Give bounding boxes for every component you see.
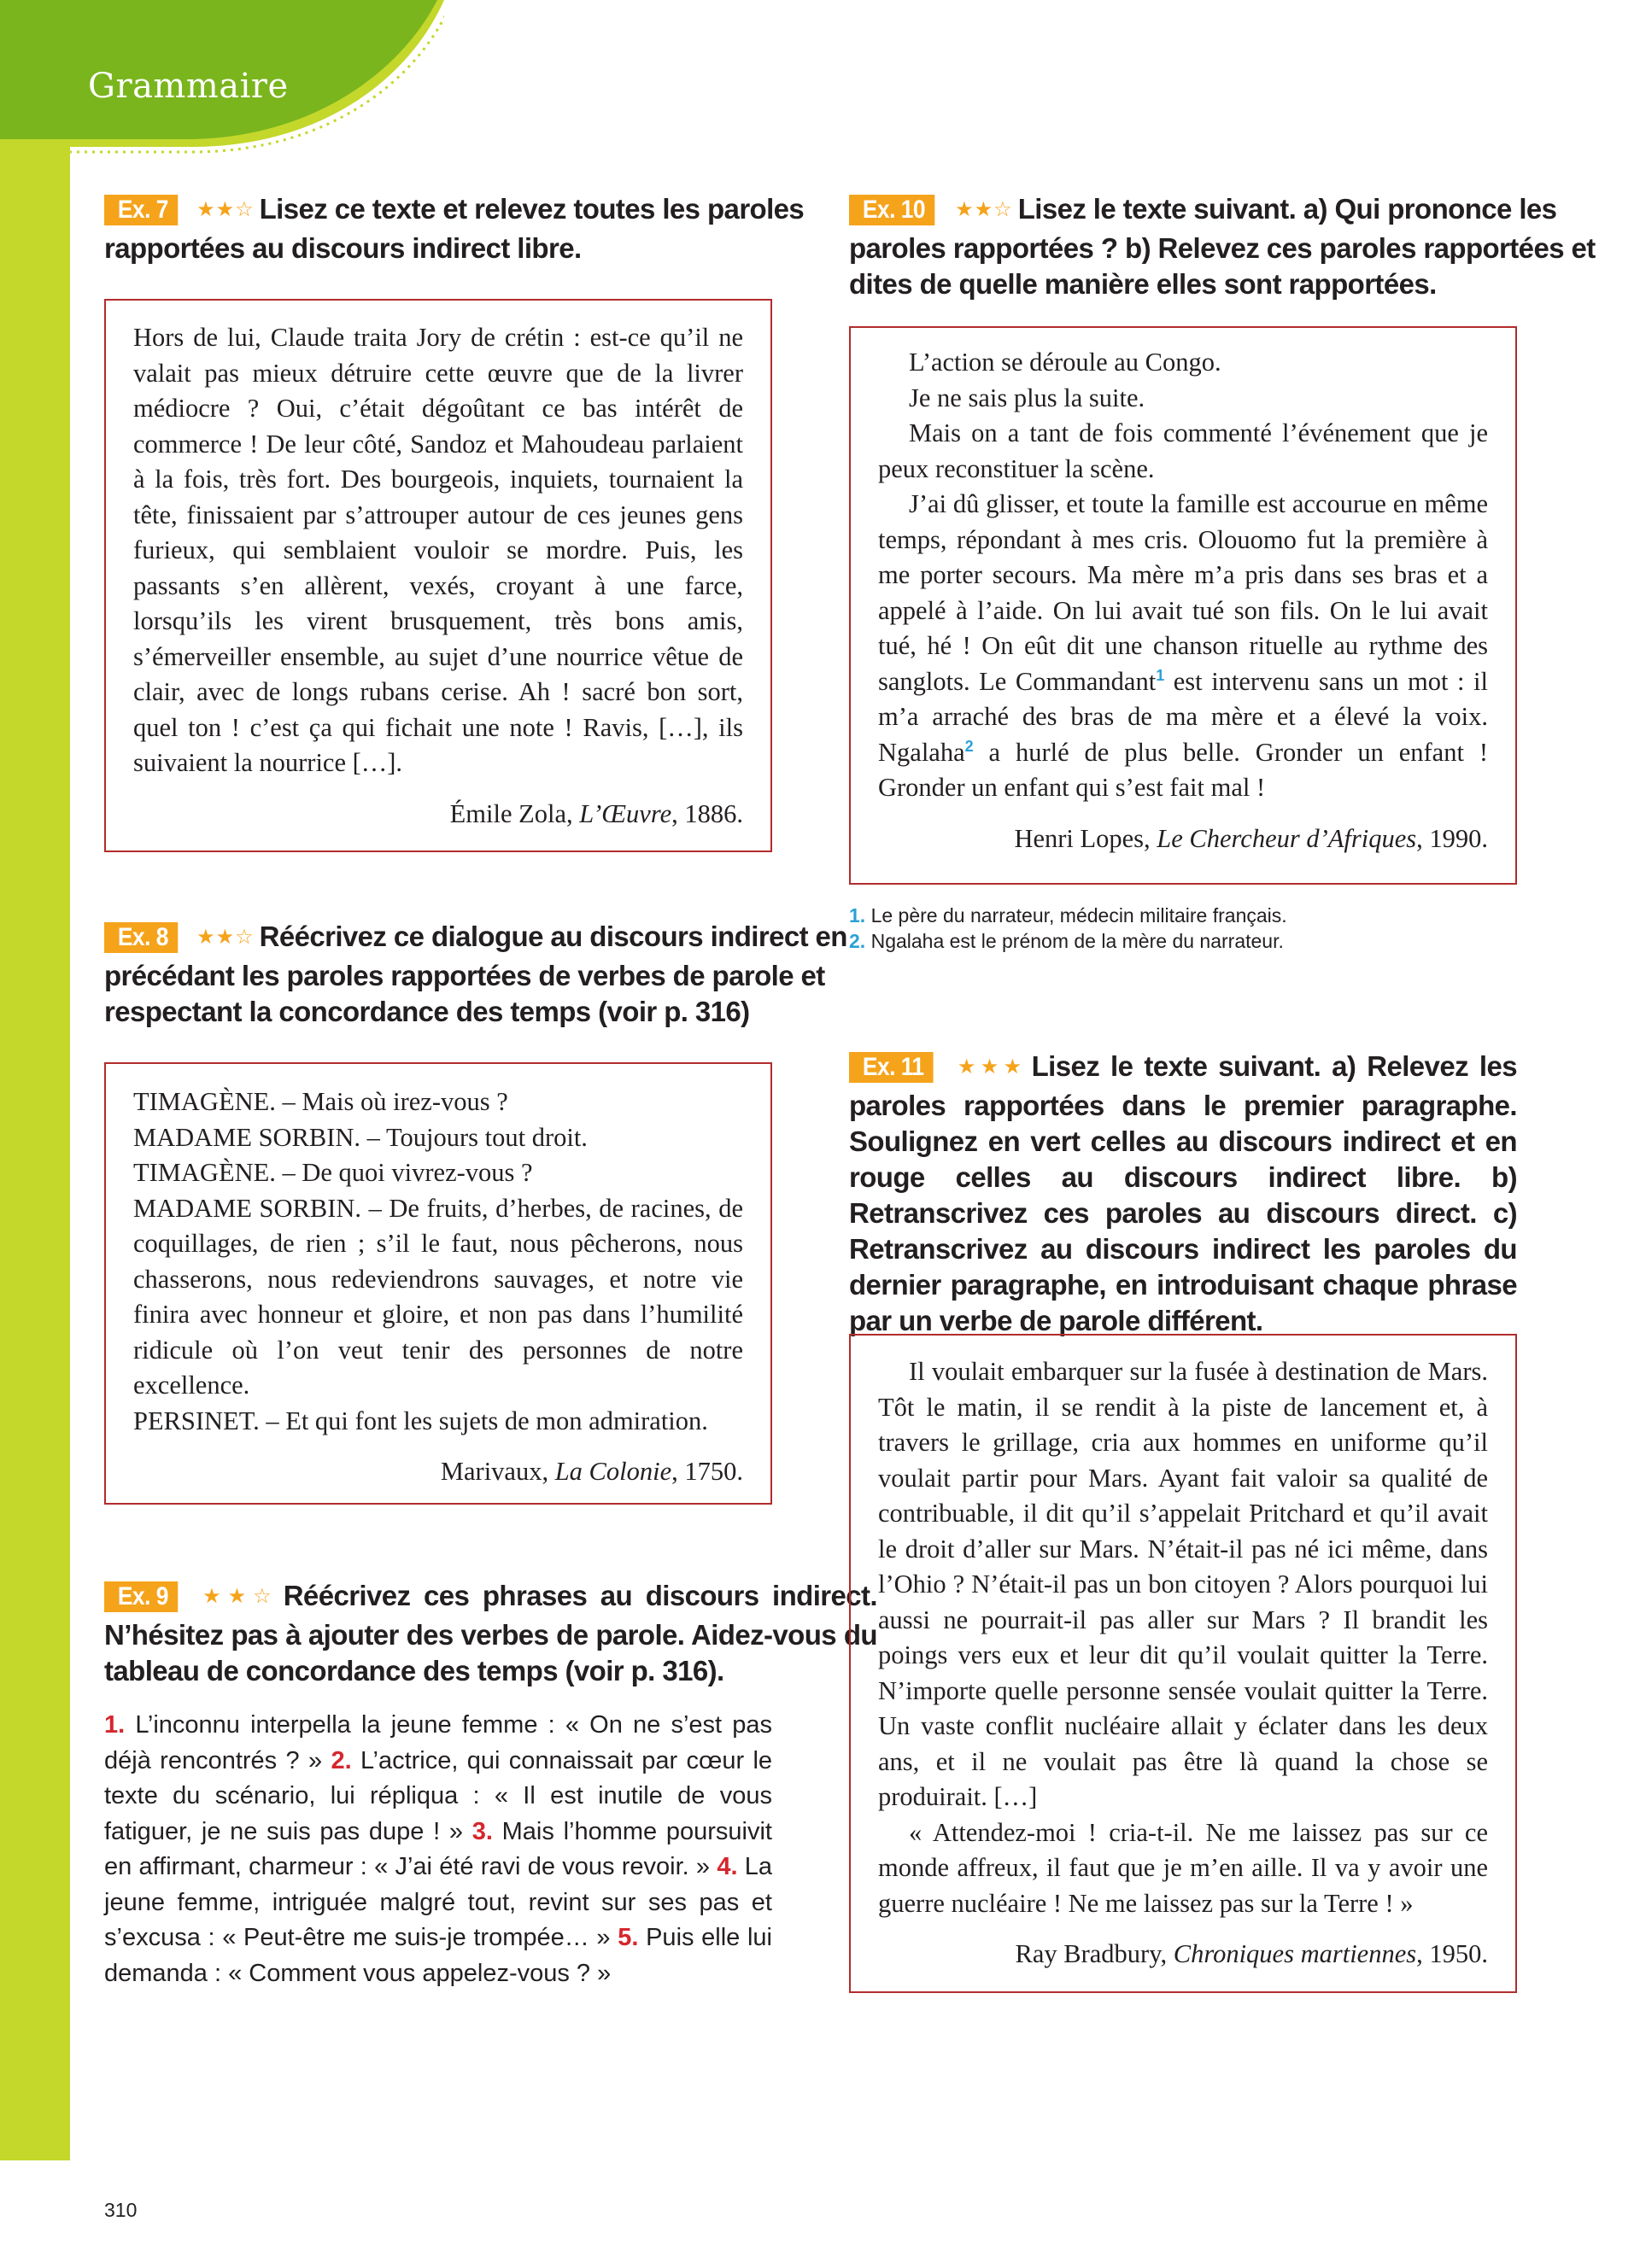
- ex7-text-box: [104, 299, 772, 852]
- exercise-badge: Ex. 8: [104, 922, 178, 953]
- dialogue-line: TIMAGÈNE. – Mais où irez-vous ?: [133, 1087, 508, 1116]
- source-author: Ray Bradbury,: [1015, 1939, 1168, 1968]
- item-number: 4.: [717, 1853, 738, 1880]
- paragraph: Je ne sais plus la suite.: [909, 383, 1145, 412]
- source-year: , 1886.: [671, 798, 743, 828]
- exercise-instruction: Réécrivez ce dialogue au discours indirect en précédant les paroles rapportées de verbes de parole et respectant la concordance des temps (voir p. 316): [104, 921, 847, 1027]
- ex10-text-box: [849, 326, 1517, 885]
- source-title: Chroniques martiennes: [1173, 1939, 1417, 1968]
- ex8-text-box: [104, 1062, 772, 1505]
- item-number: 2.: [331, 1746, 352, 1774]
- section-title: Grammaire: [88, 67, 289, 106]
- footnote-marker: 2: [964, 737, 974, 755]
- ex10-source: [878, 821, 1488, 857]
- item-number: 1.: [104, 1711, 126, 1739]
- source-author: Émile Zola,: [449, 798, 573, 828]
- item-text: Puis elle lui demanda : « Comment vous appelez-vous ? »: [104, 1924, 772, 1987]
- footnote-marker: 1: [1156, 666, 1165, 684]
- paragraph-text: est intervenu sans un mot : il m’a arraché des bras de ma mère et a élevé la voix. Ngalaha: [878, 666, 1488, 767]
- exercise-7: [104, 191, 877, 266]
- paragraph: « Attendez-moi ! cria-t-il. Ne me laissez pas sur ce monde affreux, il faut que je m’en aille. Il va y avoir une guerre nucléaire ! Ne me laissez pas sur la Terre ! »: [878, 1817, 1488, 1918]
- exercise-8: [104, 919, 877, 1030]
- paragraph: Il voulait embarquer sur la fusée à destination de Mars. Tôt le matin, il se rendit à la piste de lancement et, à travers le grillage, cria aux hommes en uniforme qu’il voulait partir pour Mars. Ayant fait valoir sa qualité de contribuable, il dit qu’il s’appelait Pritchard et qu’il avait le droit d’aller sur Mars. N’était-il pas né ici même, dans l’Ohio ? N’était-il pas un bon citoyen ? Alors pourquoi lui aussi ne pourrait-il pas aller sur Mars ? Il brandit les poings vers eux et leur dit qu’il voulait quitter la Terre. N’importe quelle personne sensée voulait quitter la Terre. Un vaste conflit nucléaire allait y éclater dans les deux ans, et il ne voulait pas être là quand la chose se produirait. […]: [878, 1357, 1488, 1811]
- item-number: 3.: [472, 1817, 493, 1845]
- ex9-sentences: [104, 1708, 772, 1991]
- footnote-text: Le père du narrateur, médecin militaire français.: [870, 904, 1287, 926]
- section-header: [0, 0, 444, 154]
- paragraph: Mais on a tant de fois commenté l’événement que je peux reconstituer la scène.: [878, 418, 1488, 483]
- difficulty-stars-icon: ★★★: [953, 1055, 1027, 1078]
- exercise-11: [849, 1049, 1517, 1339]
- footnote-text: Ngalaha est le prénom de la mère du narrateur.: [870, 930, 1284, 952]
- difficulty-stars-icon: ★★☆: [196, 198, 255, 221]
- source-author: Marivaux,: [440, 1457, 549, 1486]
- exercise-10: [849, 191, 1622, 302]
- dialogue-line: MADAME SORBIN. – De fruits, d’herbes, de racines, de coquillages, de rien ; s’il le faut, nous pêcherons, nous chasserons, nous redeviendrons sauvages, et notre vie finira avec honneur et gloire, et non pas dans l’humilité ridicule où l’on veut tenir des personnes de notre excellence.: [133, 1193, 743, 1400]
- ex11-text-box: [849, 1334, 1517, 1993]
- exercise-badge: Ex. 11: [849, 1052, 934, 1083]
- exercise-badge: Ex. 9: [104, 1581, 178, 1612]
- dialogue-line: PERSINET. – Et qui font les sujets de mon admiration.: [133, 1406, 708, 1435]
- ex11-source: [878, 1937, 1488, 1973]
- exercise-instruction: Réécrivez ces phrases au discours indirect. N’hésitez pas à ajouter des verbes de parole. Aidez-vous du tableau de concordance des temps (voir p. 316).: [104, 1580, 877, 1686]
- source-author: Henri Lopes,: [1014, 823, 1151, 853]
- footnote-number: 1.: [849, 904, 866, 926]
- paragraph-text: J’ai dû glisser, et toute la famille est accourue en même temps, répondant à mes cris. Olouomo fut la première à me porter secours. Ma mère m’a pris dans ses bras et a appelé à l’aide. On lui avait tué son fils. On le lui avait tué, hé ! On eût dit une chanson rituelle au rythme des sanglots. Le Commandant: [878, 489, 1488, 696]
- item-text: L’inconnu interpella la jeune femme : « On ne s’est pas déjà rencontrés ? »: [104, 1711, 773, 1774]
- difficulty-stars-icon: ★★☆: [955, 198, 1013, 221]
- exercise-badge: Ex. 7: [104, 195, 178, 225]
- exercise-9: [104, 1578, 877, 1689]
- paragraph: [878, 487, 1488, 806]
- item-text: La jeune femme, intriguée malgré tout, revint sur ses pas et s’excusa : « Peut-être me suis-je trompée… »: [104, 1853, 773, 1951]
- exercise-instruction: Lisez ce texte et relevez toutes les paroles rapportées au discours indirect libre.: [104, 193, 805, 264]
- dialogue-line: TIMAGÈNE. – De quoi vivrez-vous ?: [133, 1158, 533, 1187]
- difficulty-stars-icon: ★★☆: [196, 1585, 278, 1608]
- source-year: , 1750.: [671, 1457, 743, 1486]
- ex7-passage: Hors de lui, Claude traita Jory de crétin : est-ce qu’il ne valait pas mieux détruire cette œuvre que de la livrer médiocre ? Oui, c’était dégoûtant ce bas intérêt de commerce ! De leur côté, Sandoz et Mahoudeau parlaient à la fois, très fort. Des bourgeois, inquiets, tournaient la tête, finissaient par s’attrouper autour de ces jeunes gens furieux, qui semblaient vouloir se mordre. Puis, les passants s’en allèrent, vexés, croyant à une farce, lorsqu’ils les virent brusquement, très bons amis, s’émerveiller ensemble, au sujet d’une nourrice vêtue de clair, avec de longs rubans cerise. Ah ! sacré bon sort, quel ton ! c’est ça qui fichait une note ! Ravis, […], ils suivaient la nourrice […].: [133, 323, 743, 777]
- source-title: La Colonie: [554, 1457, 672, 1486]
- exercise-instruction: Lisez le texte suivant. a) Qui prononce les paroles rapportées ? b) Relevez ces paroles rapportées et dites de quelle manière elles sont rapportées.: [849, 193, 1596, 300]
- footnote: [849, 903, 1532, 928]
- source-title: Le Chercheur d’Afriques: [1157, 823, 1417, 853]
- page-number: 310: [104, 2199, 138, 2221]
- source-year: , 1990.: [1416, 823, 1488, 853]
- source-year: , 1950.: [1416, 1939, 1488, 1968]
- ex8-source: [133, 1454, 743, 1490]
- ex7-source: [133, 797, 743, 833]
- paragraph: L’action se déroule au Congo.: [909, 348, 1221, 377]
- item-text: L’actrice, qui connaissait par cœur le texte du scénario, lui répliqua : « Il est inutile de vous fatiguer, je ne suis pas dupe ! »: [104, 1746, 773, 1845]
- item-text: Mais l’homme poursuivit en affirmant, charmeur : « J’ai été ravi de vous revoir. »: [104, 1817, 772, 1880]
- footnote-number: 2.: [849, 930, 866, 952]
- footnote: [849, 928, 1532, 954]
- exercise-badge: Ex. 10: [849, 195, 934, 225]
- difficulty-stars-icon: ★★☆: [196, 926, 255, 949]
- ex10-footnotes: [849, 903, 1532, 954]
- paragraph-text: a hurlé de plus belle. Gronder un enfant ! Gronder un enfant qui s’est fait mal !: [878, 737, 1488, 802]
- exercise-instruction: Lisez le texte suivant. a) Relevez les paroles rapportées dans le premier paragraphe. Soulignez en vert celles au discours indirect et en rouge celles au discours indirect libre. b) Retranscrivez ces paroles au discours direct. c) Retranscrivez au discours indirect les paroles du dernier paragraphe, en introduisant chaque phrase par un verbe de parole différent.: [849, 1050, 1517, 1336]
- item-number: 5.: [618, 1924, 639, 1951]
- dialogue-line: MADAME SORBIN. – Toujours tout droit.: [133, 1122, 588, 1152]
- side-accent-bar: [0, 0, 70, 2160]
- source-title: L’Œuvre: [579, 798, 672, 828]
